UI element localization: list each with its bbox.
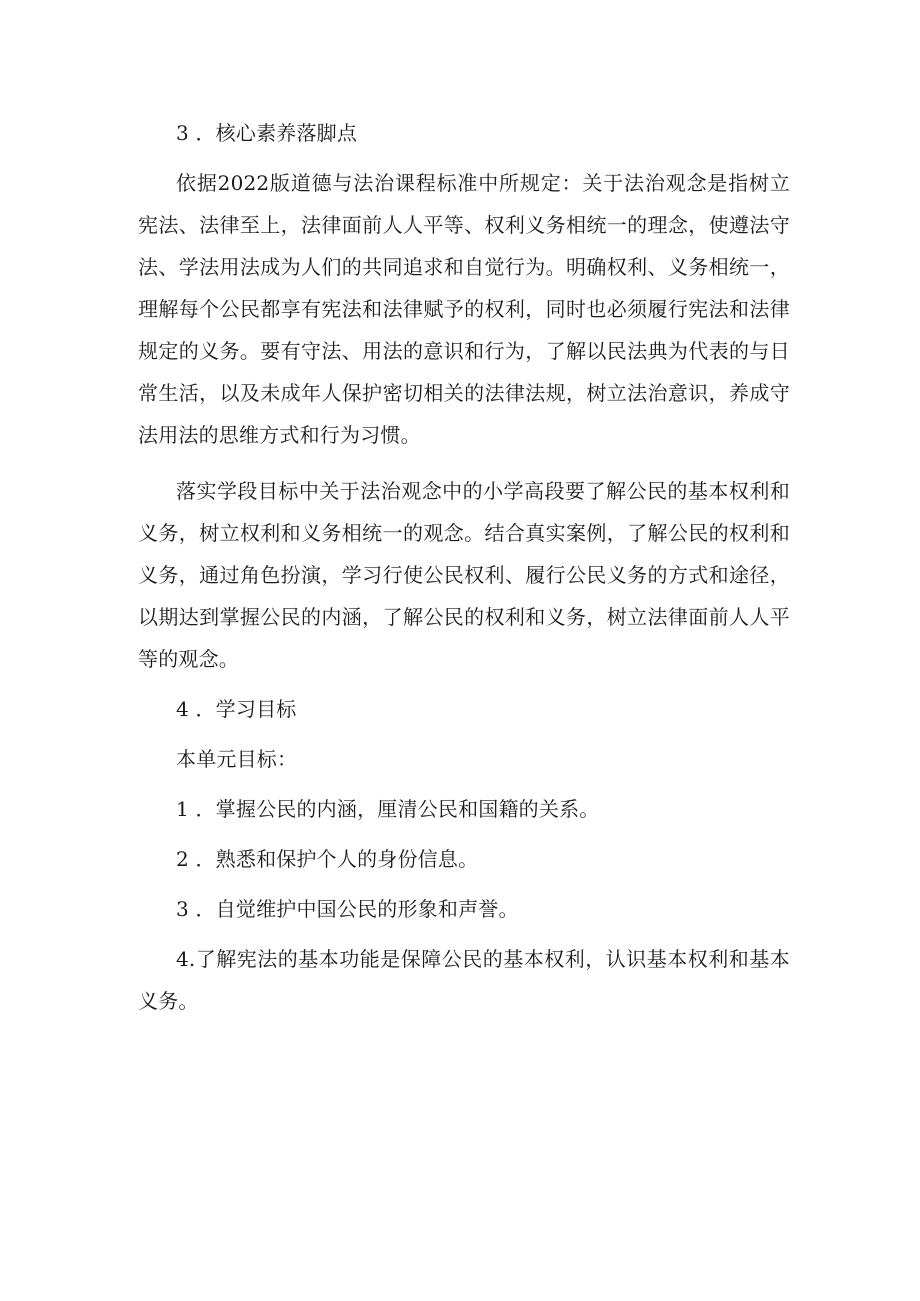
- paragraph-rule-of-law-concept: 依据2022版道德与法治课程标准中所规定：关于法治观念是指树立宪法、法律至上，法律面前人人平等、权利义务相统一的理念，使遵法守法、学法用法成为人们的共同追求和自觉行为。明确权利、义务相统一，理解每个公民都享有宪法和法律赋予的权利，同时也必须履行宪法和法律规定的义务。要有守法、用法的意识和行为，了解以民法典为代表的与日常生活，以及未成年人保护密切相关的法律法规，树立法治意识，养成守法用法的思维方式和行为习惯。: [138, 171, 790, 447]
- document-body: [138, 112, 790, 1022]
- section-heading-core-literacy: 3 ．核心素养落脚点: [176, 121, 358, 145]
- list-item-goal-4: 4.了解宪法的基本功能是保障公民的基本权利，认识基本权利和基本义务。: [138, 947, 790, 1013]
- list-item-goal-3: 3 ．自觉维护中国公民的形象和声誉。: [176, 897, 519, 921]
- list-item-goal-1: 1 ．掌握公民的内涵，厘清公民和国籍的关系。: [176, 797, 600, 821]
- section-heading-learning-goals: 4 ．学习目标: [176, 697, 297, 721]
- list-item-goal-2: 2 ．熟悉和保护个人的身份信息。: [176, 847, 479, 871]
- paragraph-stage-goals: 落实学段目标中关于法治观念中的小学高段要了解公民的基本权利和义务，树立权利和义务相统一的观念。结合真实案例，了解公民的权利和义务，通过角色扮演，学习行使公民权利、履行公民义务的方式和途径，以期达到掌握公民的内涵，了解公民的权利和义务，树立法律面前人人平等的观念。: [138, 479, 790, 671]
- unit-goal-label: 本单元目标：: [176, 747, 298, 771]
